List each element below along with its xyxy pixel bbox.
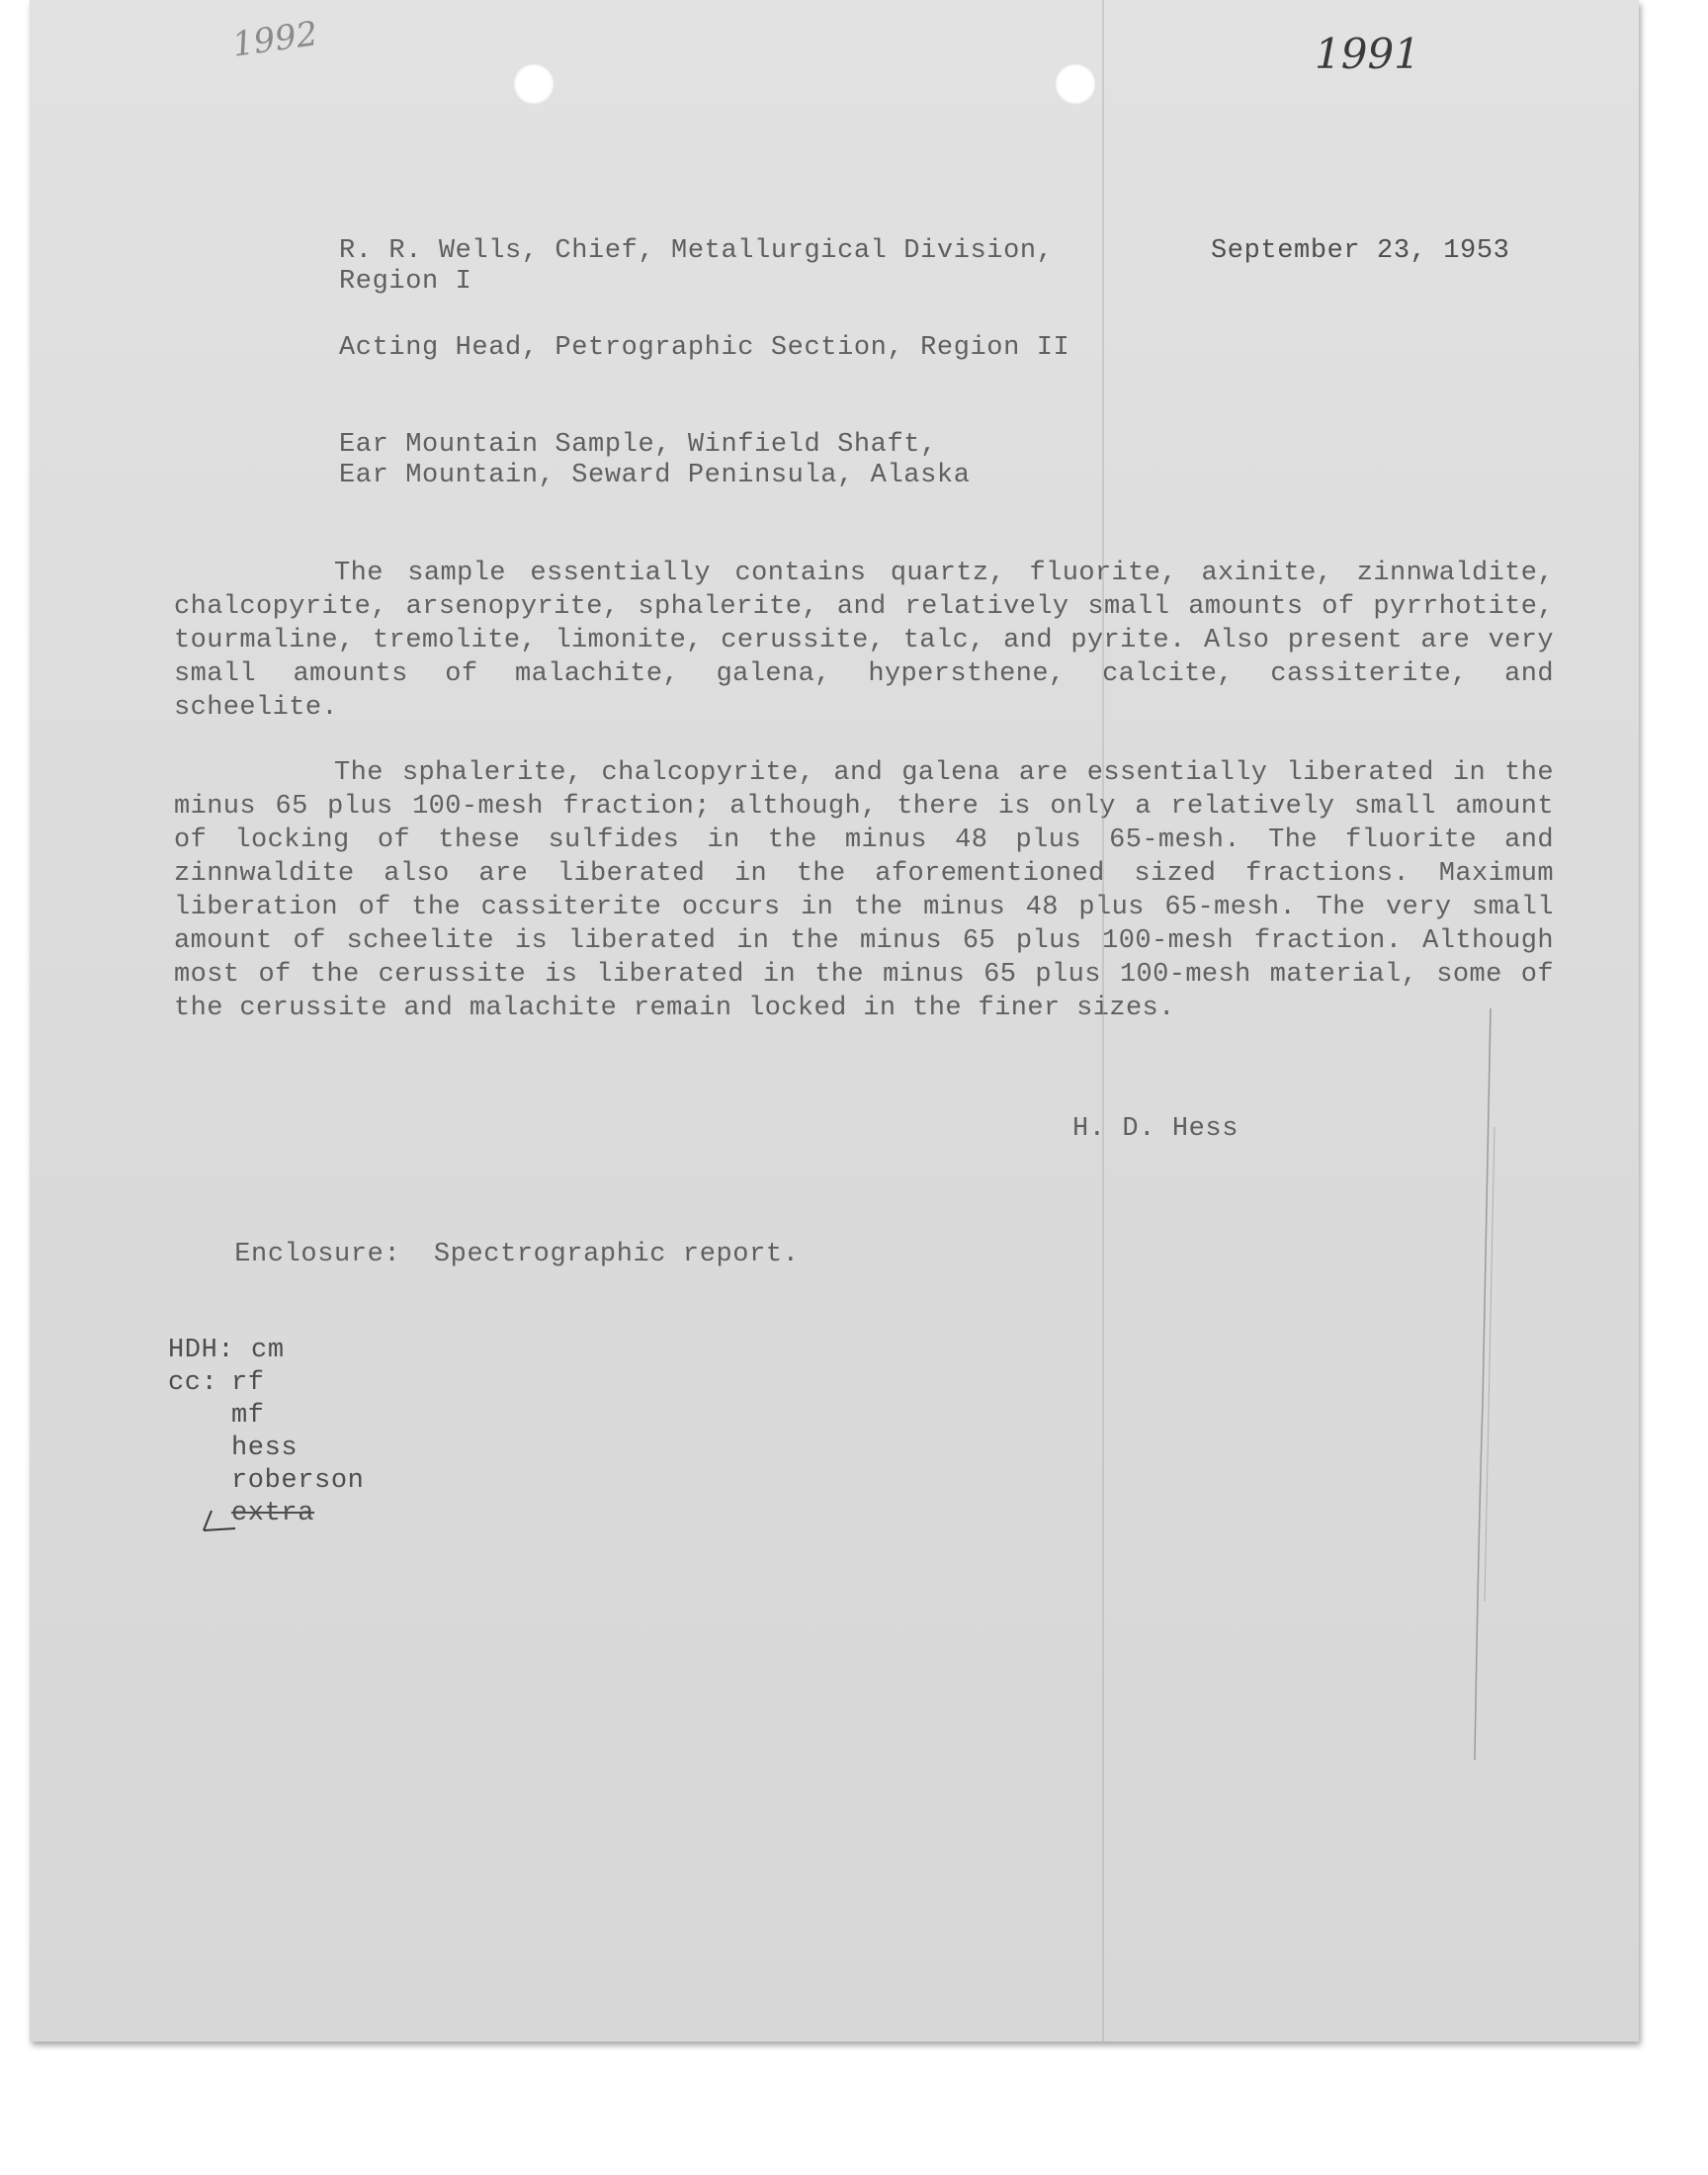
handwritten-number-top-right: 1991: [1315, 30, 1420, 78]
memo-from: Acting Head, Petrographic Section, Region II: [339, 333, 1070, 363]
punch-hole-left: [513, 63, 555, 105]
document-page: [30, 0, 1639, 2042]
punch-hole-right: [1055, 63, 1096, 105]
body-paragraph-2: The sphalerite, chalcopyrite, and galena are essentially liberated in the minus 65 plus 100-mesh fraction; although, there is only a relatively small amount of locking of these sulfides in the minus 48 plus 65-mesh. The fluorite and zinnwaldite also are liberated in the aforementioned sized fractions. Maximum liberation of the cassiterite occurs in the minus 48 plus 65-mesh. The very small amount of scheelite is liberated in the minus 65 plus 100-mesh fraction. Although most of the cerussite is liberated in the minus 65 plus 100-mesh material, some of the cerussite and malachite remain locked in the finer sizes.: [174, 758, 1554, 1023]
cc-recipient: mf: [231, 1401, 265, 1431]
memo-to-line1: R. R. Wells, Chief, Metallurgical Division,: [339, 236, 1054, 266]
enclosure-line: [168, 1206, 800, 1304]
cc-label: cc:: [168, 1368, 218, 1398]
pencil-mark: [1463, 1008, 1502, 1760]
memo-subject-line1: Ear Mountain Sample, Winfield Shaft,: [339, 430, 937, 460]
enclosure-text: Spectrographic report.: [433, 1240, 800, 1269]
memo-to-line2: Region I: [339, 267, 472, 297]
cc-recipient: roberson: [231, 1466, 365, 1496]
cc-recipient: rf: [231, 1368, 265, 1398]
memo-subject-line2: Ear Mountain, Seward Peninsula, Alaska: [339, 461, 971, 490]
body-paragraph-1: The sample essentially contains quartz, fluorite, axinite, zinnwaldite, chalcopyrite, arsenopyrite, sphalerite, and relatively small amounts of pyrrhotite, tourmaline, tremolite, limonite, cerussite, talc, and pyrite. Also present are very small amounts of malachite, galena, hypersthene, calcite, cassiterite, and scheelite.: [174, 559, 1554, 723]
check-mark-icon: [200, 1505, 239, 1534]
cc-recipient-struck: extra: [231, 1499, 315, 1528]
signature: H. D. Hess: [1072, 1114, 1239, 1144]
memo-date: September 23, 1953: [1211, 236, 1510, 266]
enclosure-label: Enclosure:: [234, 1240, 401, 1269]
cc-recipient: hess: [231, 1434, 299, 1463]
typist-initials: HDH: cm: [168, 1336, 285, 1365]
handwritten-number-top-left: 1992: [229, 14, 320, 65]
